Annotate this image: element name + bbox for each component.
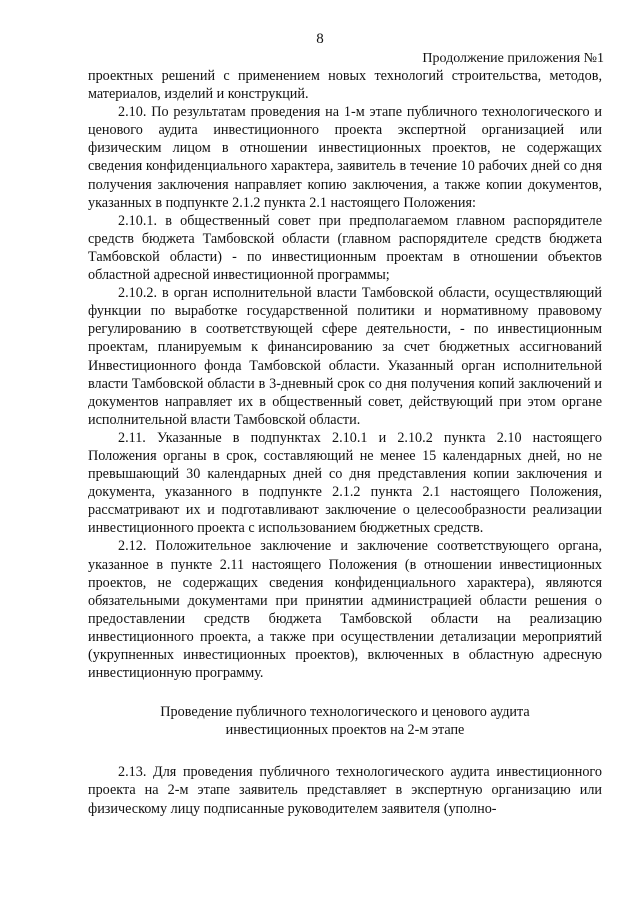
section-heading-line-2: инвестиционных проектов на 2-м этапе <box>225 722 465 739</box>
page-number: 8 <box>316 31 324 47</box>
paragraph-2-10: 2.10. По результатам проведения на 1-м этапе публичного технологического и ценового аудита инвестиционного проекта экспертной организацией или физическим лицом в отношении инвестиционных проектов, не содержащих сведения конфиденциального характера, заявитель в течение 10 рабочих дней со дня получения заключения направляет копию заключения, а также копии документов, указанных в подпункте 2.1.2 пункта 2.1 настоящего Положения: <box>88 104 602 211</box>
appendix-continuation-note: Продолжение приложения №1 <box>422 51 604 66</box>
section-heading-line-1: Проведение публичного технологического и ценового аудита <box>160 704 530 721</box>
section-heading <box>88 703 602 739</box>
paragraph-2-12: 2.12. Положительное заключение и заключение соответствующего органа, указанное в пункте 2.11 настоящего Положения (в отношении инвестиционных проектов, не содержащих сведения конфиденциального характера), являются обязательными документами при принятии администрацией области решения о предоставлении средств бюджета Тамбовской области на реализацию инвестиционного проекта, а также при осуществлении детализации мероприятий (укрупненных инвестиционных проектов), включенных в областную адресную инвестиционную программу. <box>88 538 602 682</box>
paragraph-continued: проектных решений с применением новых технологий строительства, методов, материалов, изделий и конструкций. <box>88 68 602 103</box>
paragraph-2-10-1: 2.10.1. в общественный совет при предполагаемом главном распорядителе средств бюджета Тамбовской области (главном распорядителе средств бюджета Тамбовской области) - по инвестиционным проектам в отношении объектов областной адресной инвестиционной программы; <box>88 212 602 284</box>
paragraph-2-13: 2.13. Для проведения публичного технологического аудита инвестиционного проекта на 2-м этапе заявитель представляет в экспертную организацию или физическому лицу подписанные руководителем заявителя (уполно- <box>88 764 602 817</box>
document-body <box>88 67 602 818</box>
paragraph-2-11: 2.11. Указанные в подпунктах 2.10.1 и 2.10.2 пункта 2.10 настоящего Положения органы в срок, составляющий не менее 15 календарных дней, но не превышающий 30 календарных дней со дня представления копии заключения и документа, указанного в подпункте 2.1.2 пункта 2.1 настоящего Положения, рассматривают их и подготавливают заключение о целесообразности реализации инвестиционного проекта с использованием бюджетных средств. <box>88 429 602 537</box>
paragraph-2-10-2: 2.10.2. в орган исполнительной власти Тамбовской области, осуществляющий функции по выработке государственной политики и нормативному правовому регулированию в соответствующей сфере деятельности, - по инвестиционным проектам, планируемым к финансированию за счет бюджетных ассигнований Инвестиционного фонда Тамбовской области. Указанный орган исполнительной власти Тамбовской области в 3-дневный срок со дня получения копий заключений и документов направляет их в общественный совет, действующий при этом органе исполнительной власти Тамбовской области. <box>88 285 602 428</box>
